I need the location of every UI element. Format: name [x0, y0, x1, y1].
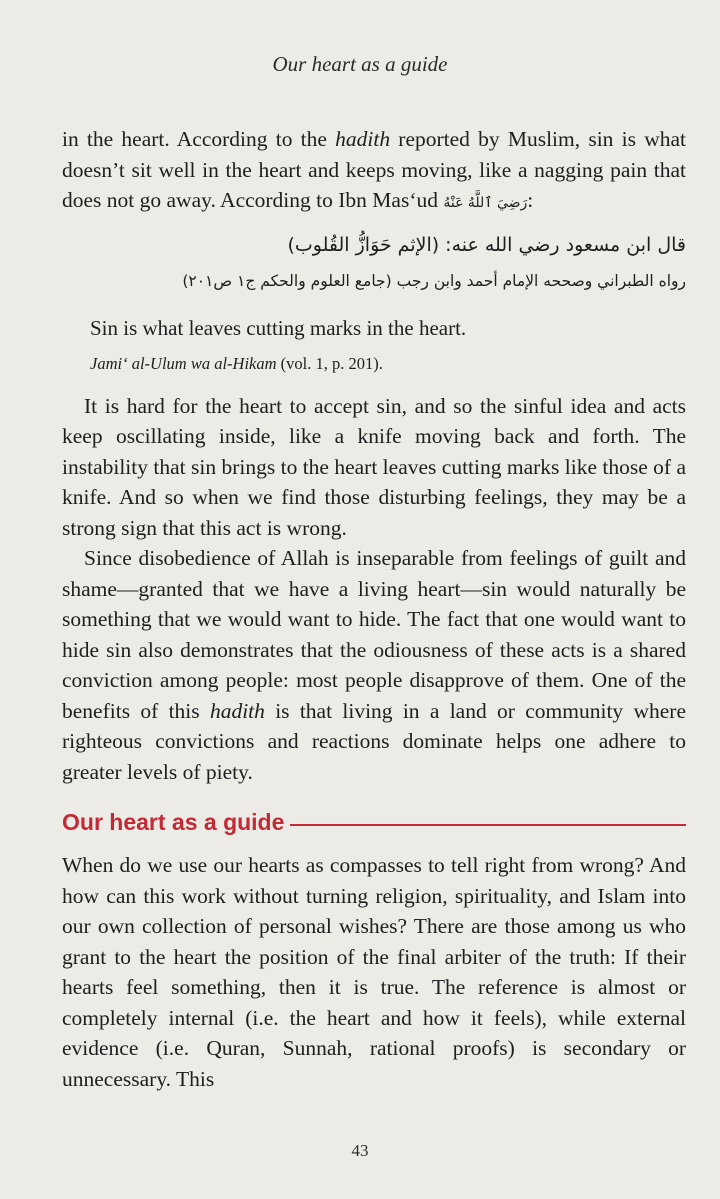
- source-reference: (vol. 1, p. 201).: [276, 353, 383, 373]
- paragraph-2: It is hard for the heart to accept sin, and so the sinful idea and acts keep oscillating inside, like a knife moving back and forth. The instability that sin brings to the heart leaves cutting marks like those of a knife. And so when we find those disturbing feelings, they may be a strong sign that this act is wrong.: [62, 393, 686, 540]
- source-title: Jami‘ al-Ulum wa al-Hikam: [90, 353, 277, 373]
- paragraph-1: [62, 124, 686, 219]
- page-number: 43: [351, 1141, 369, 1160]
- arabic-quote: قال ابن مسعود رضي الله عنه: (الإثم حَوَازُّ القُلوب): [287, 233, 686, 256]
- quote-source: [90, 351, 686, 377]
- page-body: [62, 124, 686, 1094]
- arabic-citation: رواه الطبراني وصححه الإمام أحمد وابن رجب (جامع العلوم والحكم ج١ ص٢٠١): [182, 271, 686, 290]
- para1-text-b: reported by Muslim, sin is what doesn’t sit well in the heart and keeps moving, like a nagging pain that does not go away. According to Ibn Mas‘ud: [62, 127, 686, 212]
- paragraph-4: When do we use our hearts as compasses to tell right from wrong? And how can this work without turning religion, spirituality, and Islam into our own collection of personal wishes? There are those among us who grant to the heart the position of the final arbiter of the truth: If their hearts feel something, then it is true. The reference is almost or completely internal (i.e. the heart and how it feels), while external evidence (i.e. Quran, Sunnah, rational proofs) is secondary or unnecessary. This: [62, 853, 686, 1091]
- section-title: Our heart as a guide: [62, 809, 285, 835]
- running-head: Our heart as a guide: [272, 52, 448, 76]
- paragraph-3: [62, 543, 686, 787]
- para1-text-a: in the heart. According to the: [62, 127, 336, 151]
- honorific-glyph: رَضِيَ ٱللَّهُ عَنْهُ: [443, 195, 528, 211]
- quote-translation: Sin is what leaves cutting marks in the heart.: [90, 315, 467, 340]
- section-heading: [62, 809, 686, 836]
- para1-emphasis: hadith: [335, 127, 391, 151]
- para3-text-b: is that living in a land or community where righteous convictions and reactions dominate helps one adhere to greater levels of piety.: [62, 698, 686, 784]
- heading-rule: [290, 824, 686, 826]
- para3-text-a: Since disobedience of Allah is inseparable from feelings of guilt and shame—granted that we have a living heart—sin would naturally be something that we would want to hide. The fact that one would want to hide sin also demonstrates that the odiousness of these acts is a shared conviction among people: most people disapprove of them. One of the benefits of this: [62, 546, 686, 723]
- para1-text-c: :: [527, 188, 534, 212]
- quote-block: [90, 227, 686, 377]
- para3-emphasis: hadith: [209, 698, 265, 723]
